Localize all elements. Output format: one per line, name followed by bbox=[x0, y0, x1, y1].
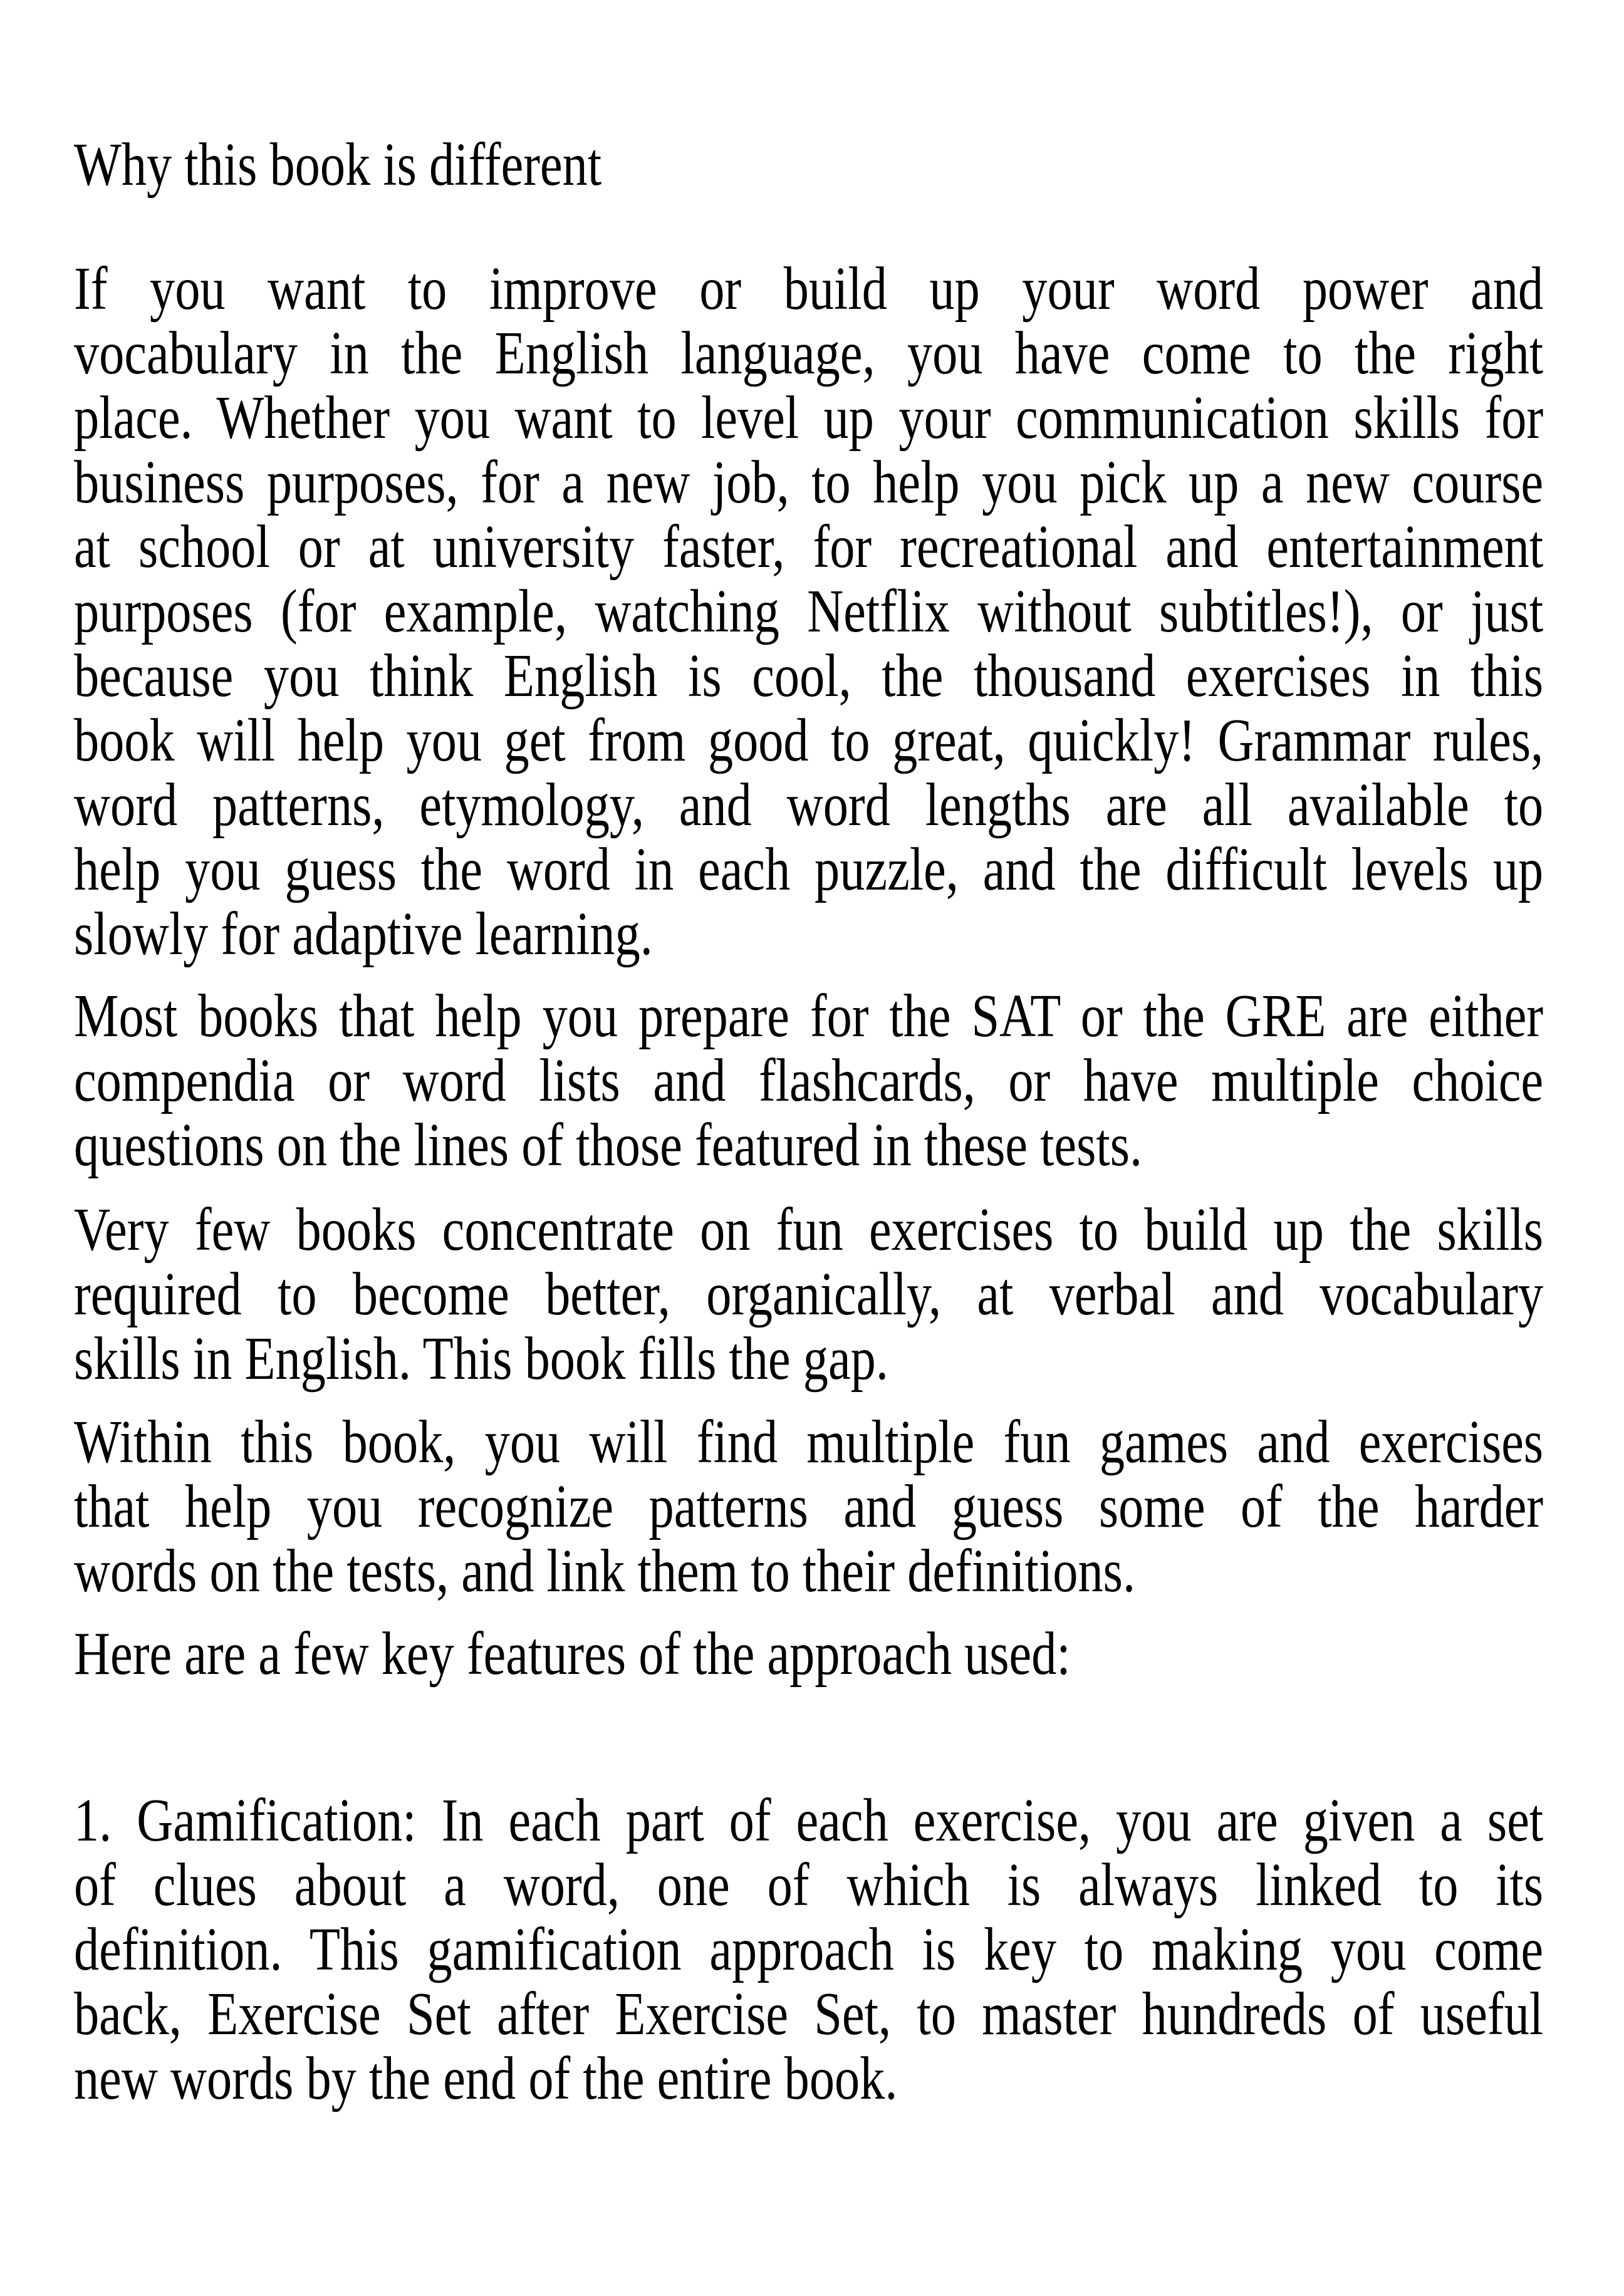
text-line: that help you recognize patterns and guess some of the harder bbox=[74, 1473, 1544, 1540]
text-line: slowly for adaptive learning. bbox=[74, 900, 653, 968]
text-line: help you guess the word in each puzzle, and the difficult levels up bbox=[74, 836, 1544, 903]
paragraph-within-book bbox=[74, 1410, 1543, 1604]
text-line: of clues about a word, one of which is always linked to its bbox=[74, 1851, 1544, 1919]
text-line: definition. This gamification approach is key to making you come bbox=[74, 1916, 1544, 1983]
text-line: compendia or word lists and flashcards, or have multiple choice bbox=[74, 1047, 1544, 1114]
text-line: skills in English. This book fills the gap. bbox=[74, 1325, 888, 1393]
text-line: purposes (for example, watching Netflix without subtitles!), or just bbox=[74, 578, 1544, 645]
text-line: Within this book, you will find multiple fun games and exercises bbox=[74, 1408, 1544, 1476]
text-line: Very few books concentrate on fun exercises to build up the skills bbox=[74, 1196, 1544, 1264]
title-text: Why this book is different bbox=[74, 131, 602, 199]
text-line: back, Exercise Set after Exercise Set, to master hundreds of useful bbox=[74, 1980, 1544, 2048]
text-line: vocabulary in the English language, you have come to the right bbox=[74, 319, 1544, 387]
text-line: business purposes, for a new job, to help you pick up a new course bbox=[74, 449, 1544, 516]
page-title bbox=[74, 133, 1543, 197]
text-line: new words by the end of the entire book. bbox=[74, 2045, 898, 2112]
text-line: required to become better, organically, at verbal and vocabulary bbox=[74, 1260, 1544, 1328]
text-line: at school or at university faster, for recreational and entertainment bbox=[74, 513, 1544, 581]
text-line: questions on the lines of those featured in these tests. bbox=[74, 1111, 1143, 1179]
text-line: place. Whether you want to level up your communication skills for bbox=[74, 384, 1544, 452]
text-line: If you want to improve or build up your word power and bbox=[74, 255, 1544, 323]
text-line: book will help you get from good to great, quickly! Grammar rules, bbox=[74, 707, 1544, 774]
text-line: Here are a few key features of the approach used: bbox=[74, 1620, 1071, 1688]
text-line: words on the tests, and link them to their definitions. bbox=[74, 1537, 1136, 1605]
paragraph-few-books bbox=[74, 1198, 1543, 1391]
text-line: Most books that help you prepare for the SAT or the GRE are either bbox=[74, 982, 1544, 1050]
text-line: 1. Gamification: In each part of each exercise, you are given a set bbox=[74, 1787, 1544, 1854]
text-line: because you think English is cool, the thousand exercises in this bbox=[74, 642, 1544, 710]
paragraph-intro bbox=[74, 257, 1543, 967]
paragraph-key-features bbox=[74, 1622, 1543, 1686]
text-line: word patterns, etymology, and word lengths are all available to bbox=[74, 771, 1544, 839]
paragraph-most-books bbox=[74, 984, 1543, 1178]
list-item-gamification bbox=[74, 1789, 1543, 2111]
